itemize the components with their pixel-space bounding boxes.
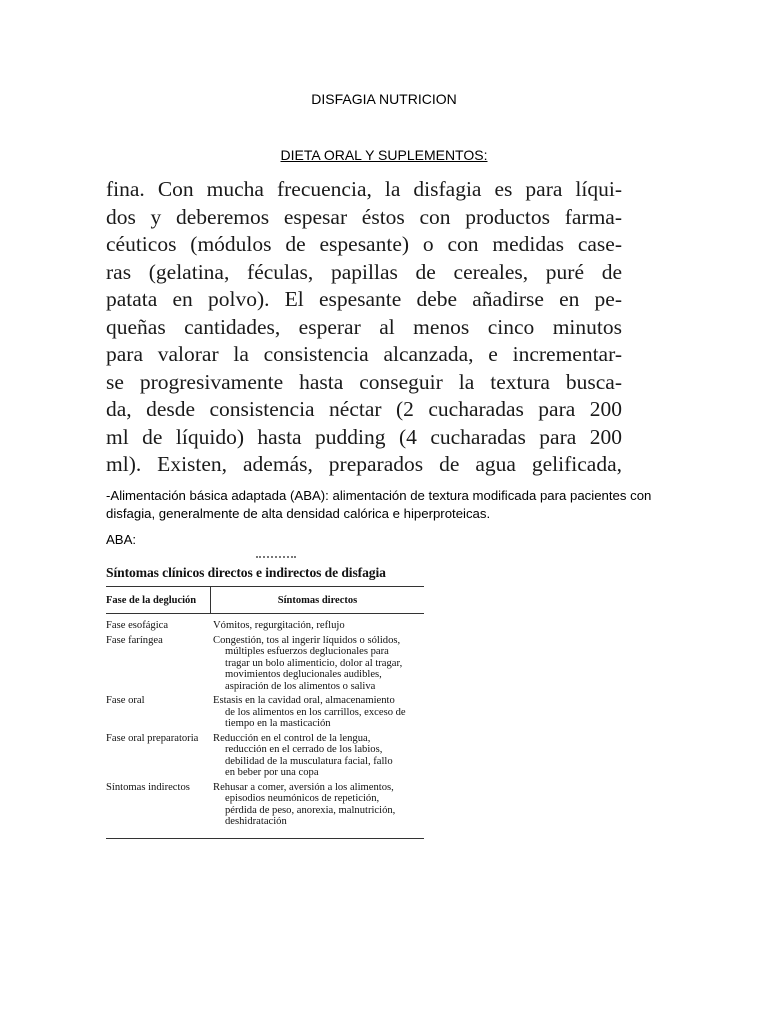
row-phase: Fase esofágica	[106, 620, 169, 631]
row-symptoms	[213, 635, 424, 693]
symptom-line: pérdida de peso, anorexia, malnutrición,	[225, 804, 396, 816]
symptom-line: tiempo en la masticación	[225, 718, 331, 729]
row-phase: Síntomas indirectos	[106, 781, 190, 793]
symptom-line: Rehusar a comer, aversión a los alimentos,	[213, 781, 394, 793]
symptom-line: Reducción en el control de la lengua,	[213, 732, 371, 744]
table-row	[106, 635, 424, 693]
symptom-line: Congestión, tos al ingerir líquidos o sólidos,	[213, 634, 401, 646]
excerpt-line: ml de líquido) hasta pudding (4 cucharadas para 200	[106, 424, 622, 449]
row-phase: Fase faríngea	[106, 634, 163, 646]
table-row	[106, 620, 424, 632]
symptom-line: movimientos deglucionales audibles,	[225, 669, 382, 680]
table-row	[106, 695, 424, 730]
symptom-line: de los alimentos en los carrillos, exceso de	[225, 706, 406, 718]
excerpt-line: ml). Existen, además, preparados de agua gelificada,	[106, 452, 622, 476]
excerpt-line: dos y deberemos espesar éstos con productos farma-	[106, 204, 622, 229]
excerpt-line: se progresivamente hasta conseguir la textura busca-	[106, 369, 622, 394]
symptom-line: Vómitos, regurgitación, reflujo	[213, 620, 345, 631]
column-header-symptoms: Síntomas directos	[277, 594, 358, 606]
symptom-line: deshidratación	[225, 816, 287, 827]
excerpt-line: da, desde consistencia néctar (2 cucharadas para 200	[106, 397, 622, 421]
row-symptoms	[213, 733, 424, 779]
table-title: Síntomas clínicos directos e indirectos de disfagia	[106, 565, 386, 580]
document-title: DISFAGIA NUTRICION	[311, 91, 457, 107]
excerpt-line: céuticos (módulos de espesante) o con medidas case-	[106, 232, 622, 256]
table-body	[106, 614, 424, 828]
table-bottom-rule	[106, 838, 424, 839]
aba-label: ABA:	[106, 532, 137, 547]
excerpt-line: para valorar la consistencia alcanzada, e incrementar-	[106, 342, 622, 366]
symptom-line: tragar un bolo alimenticio, dolor al tragar,	[225, 657, 403, 669]
symptom-line: en beber por una copa	[225, 767, 319, 778]
table-row	[106, 733, 424, 779]
row-symptoms	[213, 620, 424, 632]
excerpt-line: queñas cantidades, esperar al menos cinco minutos	[106, 314, 622, 339]
row-symptoms	[213, 782, 424, 828]
book-excerpt-image	[106, 176, 622, 479]
excerpt-line: patata en polvo). El espesante debe añadirse en pe-	[106, 287, 622, 311]
row-phase: Fase oral	[106, 695, 145, 706]
table-row	[106, 782, 424, 828]
symptom-line: múltiples esfuerzos deglucionales para	[225, 646, 389, 657]
symptom-line: debilidad de la musculatura facial, fallo	[225, 755, 393, 767]
symptom-line: Estasis en la cavidad oral, almacenamiento	[213, 695, 395, 706]
row-phase: Fase oral preparatoria	[106, 732, 199, 744]
symptom-line: aspiración de los alimentos o saliva	[225, 680, 376, 692]
symptom-line: episodios neumónicos de repetición,	[225, 793, 380, 804]
excerpt-line: fina. Con mucha frecuencia, la disfagia es para líqui-	[106, 177, 622, 201]
symptoms-table-image	[106, 556, 424, 839]
column-header-phase: Fase de la deglución	[106, 587, 211, 613]
row-symptoms	[213, 695, 424, 730]
section-heading: DIETA ORAL Y SUPLEMENTOS:	[280, 147, 488, 163]
aba-definition-paragraph: -Alimentación básica adaptada (ABA): alimentación de textura modificada para pacientes con disfagia, generalmente de alta densidad calórica e hiperproteicas.	[106, 488, 652, 521]
cropped-heading-remnant	[256, 556, 296, 564]
symptom-line: reducción en el cerrado de los labios,	[225, 744, 383, 755]
excerpt-line: ras (gelatina, féculas, papillas de cereales, puré de	[106, 259, 622, 284]
table-header-row	[106, 587, 424, 613]
